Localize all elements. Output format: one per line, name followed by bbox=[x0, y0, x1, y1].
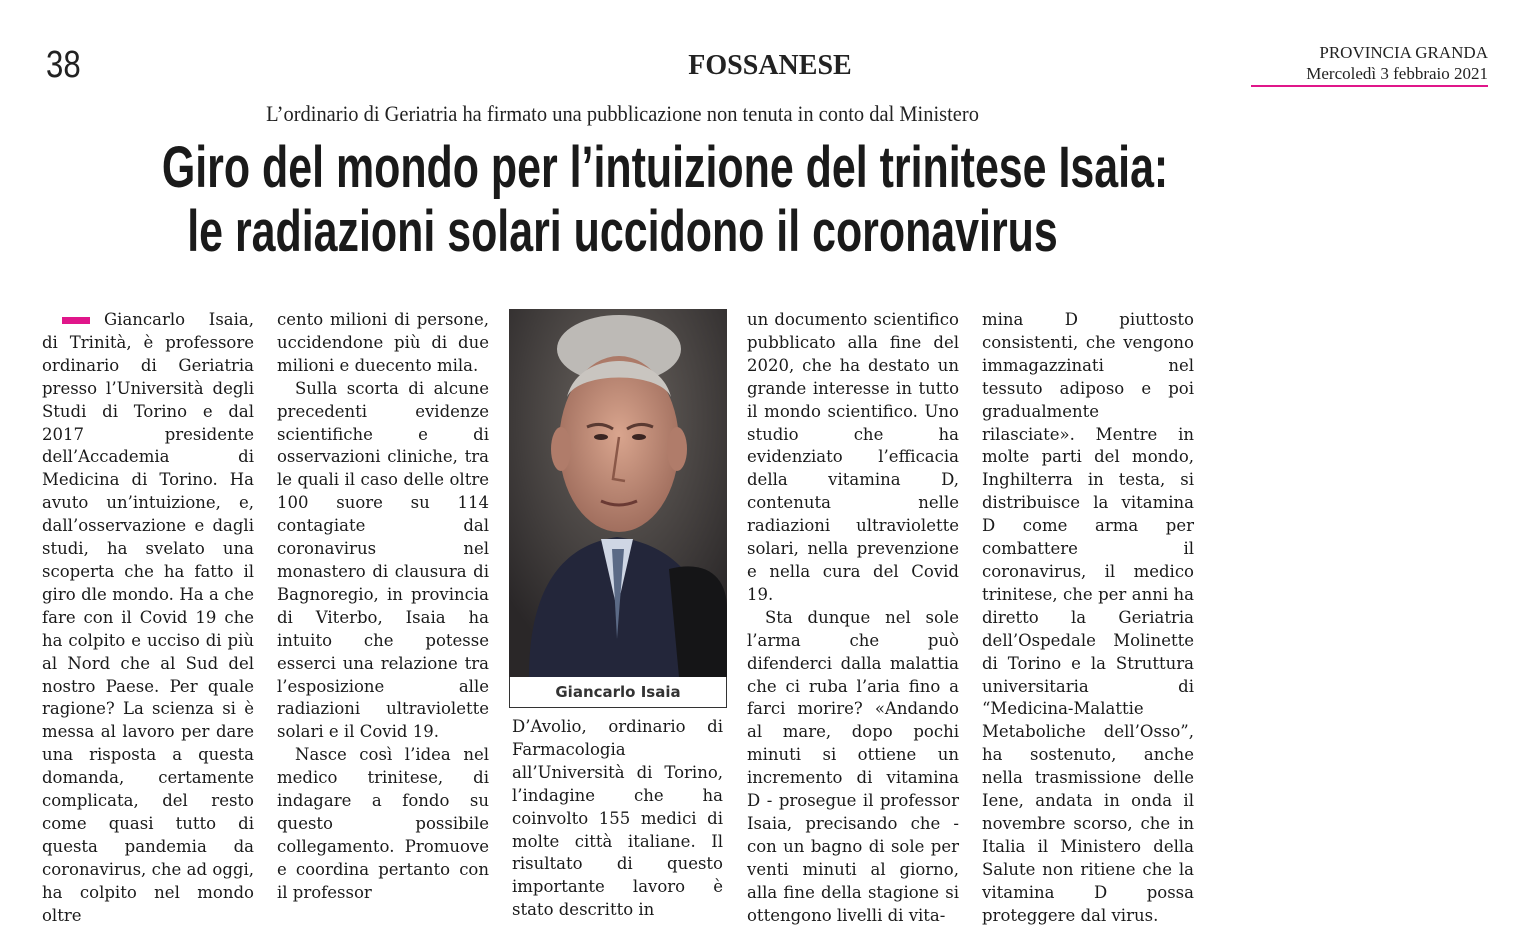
paragraph: mina D piuttosto consistenti, che vengono immagazzinati nel tessuto adiposo e poi gradualmente rilasciate». Mentre in molte parti del mondo, Inghilterra in testa, si distribuisce la vitamina D come arma per combattere il coronavirus, il medico trinitese, che per anni ha diretto la Geriatria dell’Ospedale Molinette di Torino e la Struttura universitaria di “Medicina-Malattie Metaboliche dell’Osso”, ha sostenuto, anche nella trasmissione delle Iene, andata in onda il novembre scorso, che in Italia il Ministero della Salute non ritiene che la vitamina D possa proteggere dal virus. bbox=[982, 310, 1194, 925]
article-column-4 bbox=[747, 309, 959, 927]
page-number: 38 bbox=[46, 44, 81, 86]
article-column-2 bbox=[277, 309, 489, 905]
masthead bbox=[1306, 42, 1488, 84]
article-column-5 bbox=[982, 309, 1194, 927]
article-headline bbox=[0, 136, 1245, 264]
portrait-illustration bbox=[509, 309, 727, 677]
paragraph: Sta dunque nel sole l’arma che può difenderci dalla malattia che ci ruba l’aria fino a farci morire? «Andando al mare, dopo pochi minuti si ottiene un incremento di vitamina D - prosegue il professor Isaia, precisando che - con un bagno di sole per venti minuti al giorno, alla fine della stagione si ottengono livelli di vita- bbox=[747, 607, 959, 925]
paragraph: Sulla scorta di alcune precedenti evidenze scientifiche e di osservazioni cliniche, tra le quali il caso delle oltre 100 suore su 114 contagiate dal coronavirus nel monastero di clausura di Bagnoregio, in provincia di Viterbo, Isaia ha intuito che potesse esserci una relazione tra l’esposizione alle radiazioni ultraviolette solari e il Covid 19. bbox=[277, 378, 489, 742]
headline-line-2: le radiazioni solari uccidono il coronavirus bbox=[187, 199, 1058, 264]
portrait-photo bbox=[509, 309, 727, 677]
publication-name: PROVINCIA GRANDA bbox=[1319, 43, 1488, 62]
paragraph: cento milioni di persone, uccidendone più di due milioni e duecento mila. bbox=[277, 310, 489, 375]
masthead-rule bbox=[1251, 85, 1488, 87]
article-start-marker bbox=[62, 317, 90, 324]
paragraph bbox=[42, 309, 254, 927]
article-kicker: L’ordinario di Geriatria ha firmato una pubblicazione non tenuta in conto dal Ministero bbox=[266, 101, 979, 126]
section-title: FOSSANESE bbox=[688, 50, 852, 81]
paragraph: D’Avolio, ordinario di Farmacologia all’Università di Torino, l’indagine che ha coinvolto 155 medici di molte città italiane. Il risultato di questo importante lavoro è stato descritto in bbox=[512, 717, 723, 920]
article-column-1 bbox=[42, 309, 254, 927]
publication-date: Mercoledì 3 febbraio 2021 bbox=[1306, 64, 1488, 83]
paragraph: un documento scientifico pubblicato alla fine del 2020, che ha destato un grande interesse in tutto il mondo scientifico. Uno studio che ha evidenziato l’efficacia della vitamina D, contenuta nelle radiazioni ultraviolette solari, nella prevenzione e nella cura del Covid 19. bbox=[747, 310, 959, 604]
headline-line-1: Giro del mondo per l’intuizione del trinitese Isaia: bbox=[161, 135, 1169, 200]
article-column-3 bbox=[512, 716, 723, 922]
paragraph: Nasce così l’idea nel medico trinitese, di indagare a fondo su questo possibile collegamento. Promuove e coordina pertanto con il professor bbox=[277, 745, 489, 902]
photo-caption: Giancarlo Isaia bbox=[509, 677, 727, 708]
paragraph-text: Giancarlo Isaia, di Trinità, è professore ordinario di Geriatria presso l’Università degli Studi di Torino e dal 2017 presidente dell’Accademia di Medicina di Torino. Ha avuto un’intuizione, e, dall’osservazione e dagli studi, ha svelato una scoperta che ha fatto il giro dle mondo. Ha a che fare con il Covid 19 che ha colpito e ucciso di più al Nord che al Sud del nostro Paese. Per quale ragione? La scienza si è messa al lavoro per dare una risposta a questa domanda, certamente complicata, del resto come quasi tutto di questa pandemia da coronavirus, che ad oggi, ha colpito nel mondo oltre bbox=[42, 310, 254, 925]
